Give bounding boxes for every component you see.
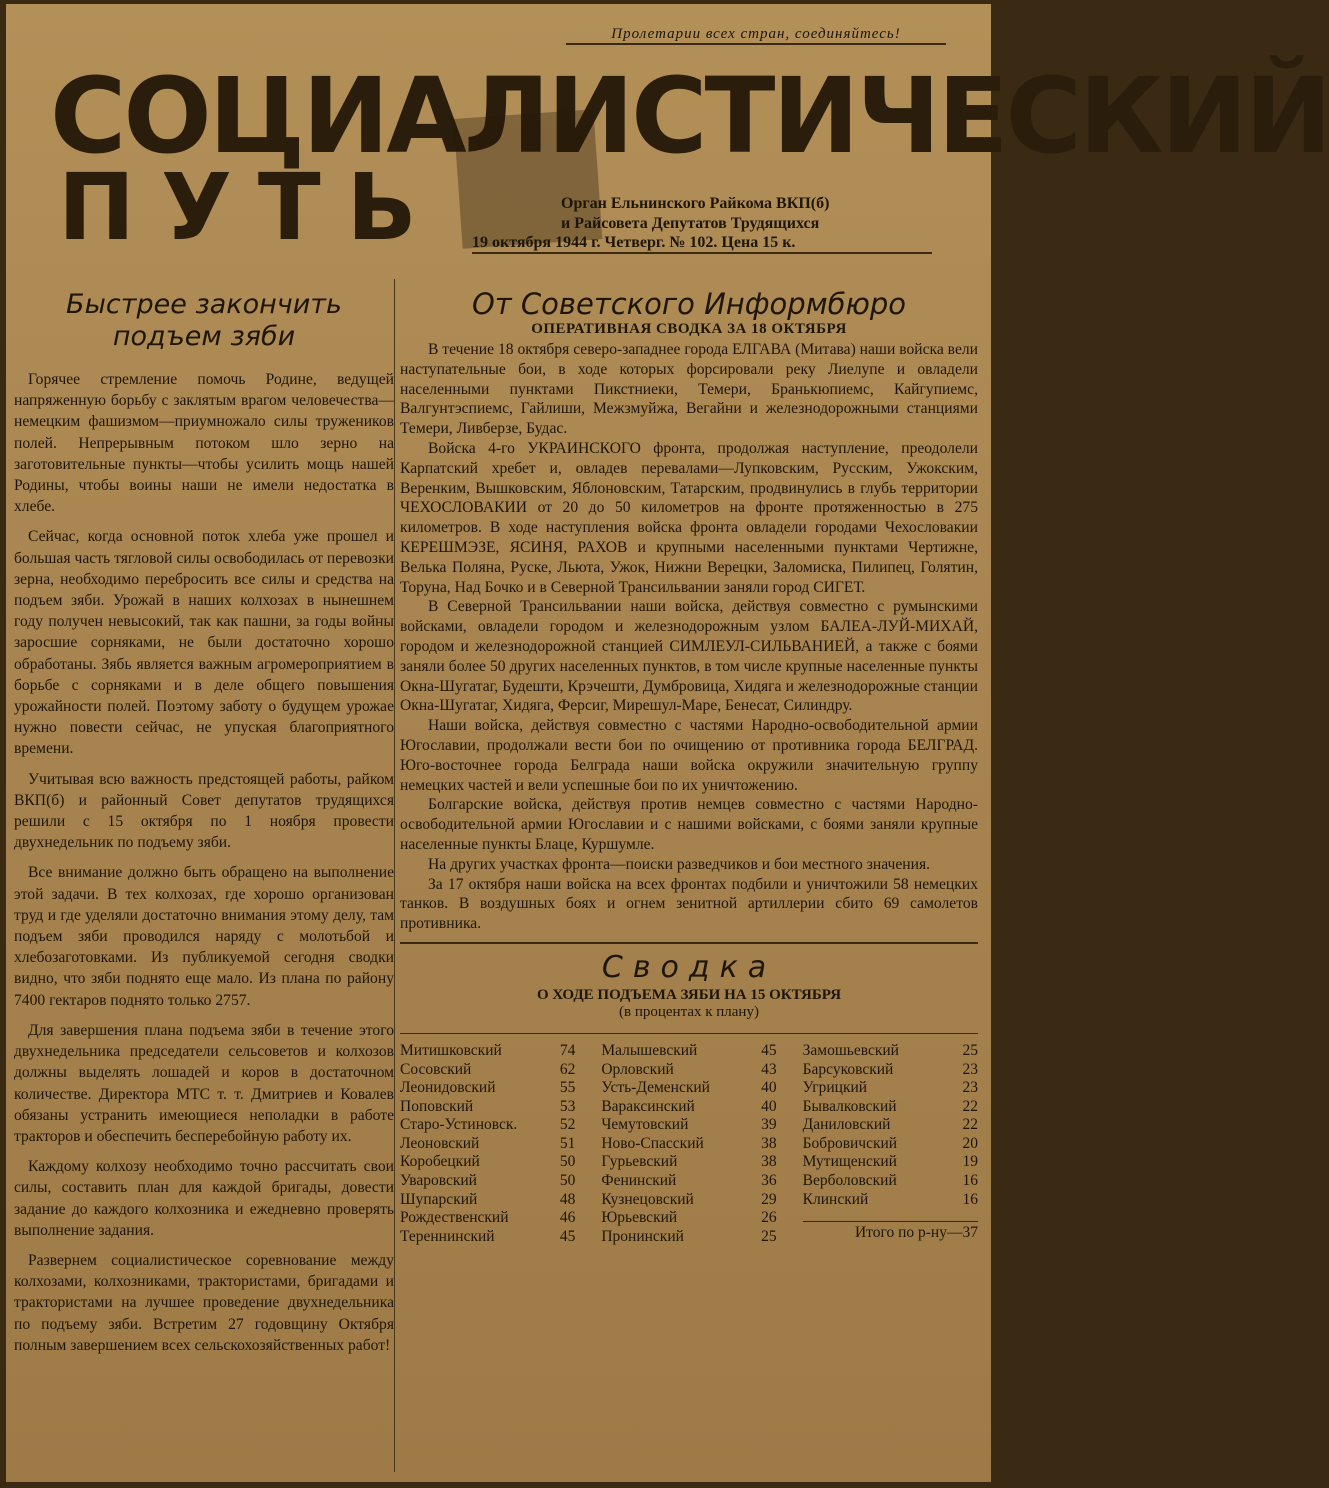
kolkhoz-percent: 40 [761,1079,777,1097]
report-paragraph: Войска 4-го УКРАИНСКОГО фронта, продолжая наступление, преодолели Карпатский хребет и, овладев перевалами—Лупковским, Русским, Ужокским, Веренким, Вышковским, Яблоновским, Татарским, продвинулись в глубь территории ЧЕХОСЛОВАКИИ от 20 до 50 километров на фронте протяженностью в 275 километров. В ходе наступления войска фронта овладели городами Чехословакии КЕРЕШМЭЗЕ, ЯСИНЯ, РАХОВ и крупными населенными пунктами Чертижне, Велька Поляна, Руске, Льюта, Ужок, Нижни Верецки, Заломиска, Пилипец, Голятин, Торуна, Над Бочко и в Северной Трансильвании заняли город СИГЕТ. [400,439,978,596]
kolkhoz-name: Пронинский [601,1227,684,1245]
section-divider [400,942,978,944]
table-row [400,1061,575,1080]
editorial-paragraph: Развернем социалистическое соревнование между колхозами, колхозниками, трактористами, бригадами и трактористами на лучшее проведение двухнедельника по подъему зяби. Встретим 27 годовщину Октября полным завершением всех сельскохозяйственных работ! [14,1251,394,1354]
kolkhoz-percent: 50 [559,1172,576,1190]
kolkhoz-percent: 62 [559,1060,576,1078]
kolkhoz-name: Барсуковский [802,1060,894,1078]
table-row [400,1079,575,1098]
kolkhoz-name: Замошьевский [802,1041,899,1059]
kolkhoz-percent: 38 [761,1153,777,1171]
kolkhoz-percent: 19 [962,1153,978,1171]
svodka-table [400,1033,978,1247]
table-row [803,1098,978,1117]
report-paragraph: Болгарские войска, действуя против немцев совместно с частями Народно-освободительной армии Югославии и с нашими войсками, с боями заняли крупные населенные пункты Блаце, Куршумле. [400,796,978,853]
table-row [601,1135,776,1154]
table-row [400,1153,575,1172]
table-row [601,1098,776,1117]
kolkhoz-name: Клинский [802,1190,869,1208]
kolkhoz-percent: 46 [559,1209,576,1227]
editorial-column [14,279,395,1472]
table-row [400,1172,575,1191]
kolkhoz-name: Угрицкий [802,1079,868,1097]
table-row [803,1191,978,1210]
kolkhoz-percent: 74 [559,1041,576,1059]
editorial-paragraph: Каждому колхозу необходимо точно рассчитать свои силы, составить план для каждой бригады, довести задание до каждого колхозника и ежедневно проверять выполнение задания. [14,1158,394,1239]
kolkhoz-name: Леоновский [400,1134,480,1152]
kolkhoz-percent: 26 [761,1209,777,1227]
kolkhoz-name: Усть-Деменский [601,1079,710,1097]
svodka-note: (в процентах к плану) [619,1003,759,1020]
kolkhoz-percent: 45 [761,1041,777,1059]
kolkhoz-percent: 55 [559,1079,576,1097]
svodka-title: Сводка [601,949,777,985]
kolkhoz-percent: 25 [962,1041,978,1059]
editorial-paragraph: Все внимание должно быть обращено на выполнение этой задачи. В тех колхозах, где хорошо организован труд и где уделяли достаточно внимания этому делу, там подъем зяби проводился наряду с молотьбой и хлебозаготовками. Из публикуемой сегодня сводки видно, что зяби поднято еще мало. Из плана по району 7400 гектаров поднято только 2757. [14,864,394,1009]
table-row [803,1061,978,1080]
report-paragraph: За 17 октября наши войска на всех фронтах подбили и уничтожили 58 немецких танков. В воздушных боях и огнем зенитной артиллерии сбито 69 самолетов противника. [400,875,978,933]
kolkhoz-name: Бывалковский [802,1097,897,1115]
kolkhoz-name: Чемутовский [601,1116,689,1134]
table-row [601,1061,776,1080]
table-row [601,1153,776,1172]
table-row [803,1042,978,1061]
organ-line-1: Орган Ельнинского Райкома ВКП(б) [561,195,830,212]
masthead-organ [561,194,829,234]
svodka-column-2 [601,1042,776,1247]
svodka-total: Итого по р-ну—37 [803,1221,978,1243]
table-row [601,1172,776,1191]
table-row [400,1191,575,1210]
masthead-title-line2: ПУТЬ [58,154,443,261]
kolkhoz-percent: 53 [559,1097,576,1115]
kolkhoz-percent: 20 [962,1134,978,1152]
table-row [601,1042,776,1061]
kolkhoz-name: Ново-Спасский [601,1134,704,1152]
kolkhoz-name: Тереннинский [400,1227,495,1245]
kolkhoz-percent: 51 [559,1134,576,1152]
kolkhoz-name: Сосовский [400,1060,472,1078]
report-paragraph: В течение 18 октября северо-западнее города ЕЛГАВА (Митава) наши войска вели наступательные бои, в ходе которых форсировали реку Лиелупе и овладели населенными пунктами Пикстниеки, Темери, Бранькюпиемс, Кайгупиемс, Валгунтэспиемс, Гайлиши, Межзмуйжа, Вегайни и железнодорожными станциями Темери, Ливберзе, Будас. [400,341,978,438]
kolkhoz-name: Уваровский [400,1172,477,1190]
report-paragraph: В Северной Трансильвании наши войска, действуя совместно с румынскими войсками, овладели городом и железнодорожным узлом БАЛЕА-ЛУЙ-МИХАЙ, городом и железнодорожной станцией СИМЛЕУЛ-СИЛЬВАНИЕЙ, а также с боями заняли более 50 других населенных пунктов, в том числе крупные населенные пункты Окна-Шугатаг, Будешти, Крэчешти, Думбровица, Хидяга и железнодорожные станции Окна-Шугатаг, Хидяга, Ферсиг, Мирешул-Маре, Бенесат, Силиндру. [400,598,978,715]
kolkhoz-percent: 23 [962,1079,978,1097]
table-row [803,1172,978,1191]
table-row [400,1209,575,1228]
news-column [400,279,978,1246]
masthead-motto: Пролетарии всех стран, соединяйтесь! [566,26,946,45]
kolkhoz-name: Кузнецовский [601,1190,694,1208]
kolkhoz-name: Рождественский [400,1209,509,1227]
editorial-body [14,369,394,1356]
table-row [601,1079,776,1098]
table-row [601,1116,776,1135]
svodka-subtitle: О ХОДЕ ПОДЪЕМА ЗЯБИ НА 15 ОКТЯБРЯ [536,986,842,1003]
kolkhoz-percent: 39 [761,1116,777,1134]
kolkhoz-name: Коробецкий [400,1153,480,1171]
kolkhoz-name: Малышевский [601,1041,698,1059]
table-row [601,1209,776,1228]
editorial-headline: Быстрее закончить подъем зяби [66,289,342,352]
svodka-column-1 [400,1042,575,1247]
report-paragraph: На других участках фронта—поиски разведчиков и бои местного значения. [428,855,931,873]
kolkhoz-percent: 48 [559,1190,576,1208]
kolkhoz-name: Шупарский [400,1190,478,1208]
kolkhoz-name: Мутищенский [802,1153,897,1171]
table-row [803,1153,978,1172]
table-row [400,1135,575,1154]
kolkhoz-percent: 40 [761,1097,777,1115]
kolkhoz-percent: 38 [761,1134,777,1152]
report-subheadline: ОПЕРАТИВНАЯ СВОДКА ЗА 18 ОКТЯБРЯ [531,321,847,337]
masthead-title-line1: СОЦИАЛИСТИЧЕСКИЙ [50,55,1329,177]
kolkhoz-percent: 36 [761,1172,777,1190]
kolkhoz-name: Даниловский [802,1116,891,1134]
kolkhoz-name: Бобровичский [802,1134,898,1152]
kolkhoz-percent: 25 [761,1227,777,1245]
report-body [400,340,978,934]
kolkhoz-percent: 23 [962,1060,978,1078]
kolkhoz-name: Верболовский [802,1172,897,1190]
table-row [400,1042,575,1061]
kolkhoz-percent: 52 [559,1116,576,1134]
report-paragraph: Наши войска, действуя совместно с частями Народно-освободительной армии Югославии, продолжали вести бои по очищению от противника города БЕЛГРАД. Юго-восточнее города Белграда наши войска окружили значительную группу немецких частей и вели успешные бои по их уничтожению. [400,717,978,794]
kolkhoz-name: Старо-Устиновск. [400,1116,518,1134]
kolkhoz-name: Гурьевский [601,1153,678,1171]
table-row [601,1191,776,1210]
kolkhoz-percent: 16 [962,1172,978,1190]
issue-dateline: 19 октября 1944 г. Четверг. № 102. Цена 15 к. [472,234,932,254]
report-headline: От Советского Информбюро [471,287,907,321]
table-row [803,1135,978,1154]
kolkhoz-name: Фенинский [601,1172,677,1190]
table-row [601,1228,776,1247]
editorial-paragraph: Горячее стремление помочь Родине, ведущей напряженную борьбу с заклятым врагом человечества—немецким фашизмом—приумножало силы тружеников полей. Непрерывным потоком шло зерно на заготовительные пункты—чтобы усилить мощь нашей Родины, чтобы воины наши не имели недостатка в хлебе. [14,371,394,516]
kolkhoz-name: Леонидовский [400,1079,496,1097]
organ-line-2: и Райсовета Депутатов Трудящихся [561,215,820,232]
kolkhoz-name: Поповский [400,1097,474,1115]
table-row [803,1079,978,1098]
editorial-paragraph: Сейчас, когда основной поток хлеба уже прошел и большая часть тягловой силы освободилась от перевозки зерна, необходимо перебросить все силы и средства на подъем зяби. Урожай в наших колхозах в нынешнем году получен невысокий, так как пашни, за годы войны заросшие сорняками, не были достаточно хорошо обработаны. Зябь является важным агромероприятием в борьбе с сорняками и в деле общего повышения урожайности полей. Поэтому заботу о будущем урожае нужно повести сейчас, не упуская благоприятного времени. [14,528,394,758]
table-row [400,1116,575,1135]
kolkhoz-name: Юрьевский [601,1209,678,1227]
table-row [400,1098,575,1117]
editorial-paragraph: Учитывая всю важность предстоящей работы, райком ВКП(б) и районный Совет депутатов трудящихся решили с 15 октября по 1 ноября провести двухнедельник по подъему зяби. [14,770,394,852]
editorial-paragraph: Для завершения плана подъема зяби в течение этого двухнедельника председатели сельсоветов и колхозов должны выделять лошадей и коров в достаточном количестве. Директора МТС т. т. Дмитриев и Ковалев обязаны устранить имеющиеся неполадки в работе тракторов и обеспечить бесперебойную работу их. [14,1021,394,1145]
kolkhoz-name: Митишковский [400,1041,502,1059]
table-row [400,1228,575,1247]
kolkhoz-name: Орловский [601,1060,674,1078]
kolkhoz-percent: 43 [761,1060,777,1078]
svodka-column-3 [803,1042,978,1247]
kolkhoz-percent: 22 [962,1116,978,1134]
kolkhoz-name: Вараксинский [601,1097,695,1115]
newspaper-page [6,4,1329,1482]
table-row [803,1116,978,1135]
kolkhoz-percent: 29 [761,1190,777,1208]
kolkhoz-percent: 22 [962,1097,978,1115]
kolkhoz-percent: 50 [559,1153,576,1171]
kolkhoz-percent: 16 [962,1190,978,1208]
kolkhoz-percent: 45 [559,1227,576,1245]
